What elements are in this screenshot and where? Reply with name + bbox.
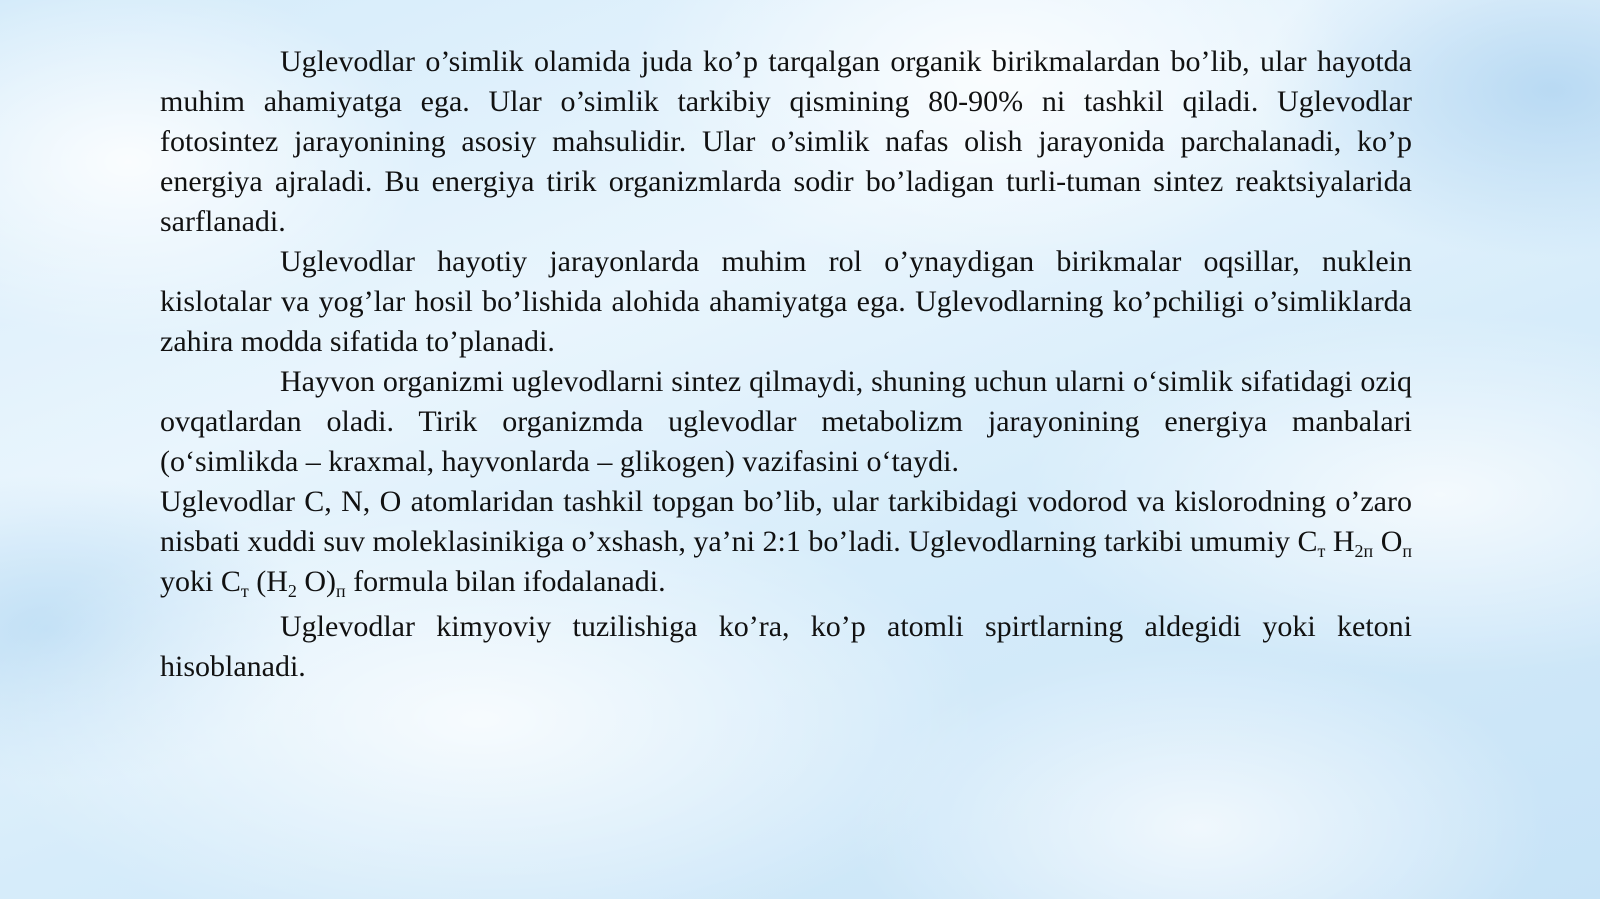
formula-2-h-sub: 2	[287, 581, 297, 601]
formula-tail-text: formula bilan ifodalanadi.	[345, 565, 666, 598]
paragraph-animal-metabolism: Hayvon organizmi uglevodlarni sintez qilmaydi, shuning uchun ularni o‘simlik sifatidagi oziq ovqatlardan oladi. Tirik organizmda uglevodlar metabolizm jarayonining energiya manbalari (o‘simlikda – kraxmal, hayvonlarda – glikogen) vazifasini o‘taydi.	[160, 365, 1412, 478]
formula-2-open: (H	[248, 565, 288, 598]
slide-text-body	[160, 42, 1412, 687]
formula-1-o: O	[1373, 525, 1403, 558]
formula-lead-text: Uglevodlar C, N, O atomlaridan tashkil topgan bo’lib, ular tarkibidagi vodorod va kislorodning o’zaro nisbati xuddi suv moleklasinikiga o’xshash, ya’ni 2:1 bo’ladi. Uglevodlarning tarkibi umumiy	[160, 485, 1412, 558]
formula-2-c: C	[220, 565, 241, 598]
paragraph-formula	[160, 482, 1412, 602]
formula-1-c: C	[1297, 525, 1318, 558]
paragraph-chemical-structure: Uglevodlar kimyoviy tuzilishiga ko’ra, ko’p atomli spirtlarning aldegidi yoki ketoni hisoblanadi.	[160, 610, 1412, 683]
formula-1-h-sub: 2п	[1354, 541, 1374, 561]
paragraph-carbohydrates-overview: Uglevodlar o’simlik olamida juda ko’p tarqalgan organik birikmalardan bo’lib, ular hayotda muhim ahamiyatga ega. Ular o’simlik tarkibiy qismining 80-90% ni tashkil qiladi. Uglevodlar fotosintez jarayonining asosiy mahsulidir. Ular o’simlik nafas olish jarayonida parchalanadi, ko’p energiya ajraladi. Bu energiya tirik organizmlarda sodir bo’ladigan turli-tuman sintez reaktsiyalarida sarflanadi.	[160, 45, 1412, 238]
formula-2-sub: п	[336, 581, 346, 601]
formula-1-h: H	[1325, 525, 1355, 558]
formula-2-close: O)	[296, 565, 337, 598]
paragraph-carbohydrates-role: Uglevodlar hayotiy jarayonlarda muhim rol o’ynaydigan birikmalar oqsillar, nuklein kislotalar va yog’lar hosil bo’lishida alohida ahamiyatga ega. Uglevodlarning ko’pchiligi o’simliklarda zahira modda sifatida to’planadi.	[160, 245, 1412, 358]
formula-2-c-sub: т	[240, 581, 249, 601]
formula-middle-text: yoki	[160, 565, 221, 598]
formula-1-c-sub: т	[1317, 541, 1326, 561]
formula-1-o-sub: п	[1402, 541, 1413, 561]
